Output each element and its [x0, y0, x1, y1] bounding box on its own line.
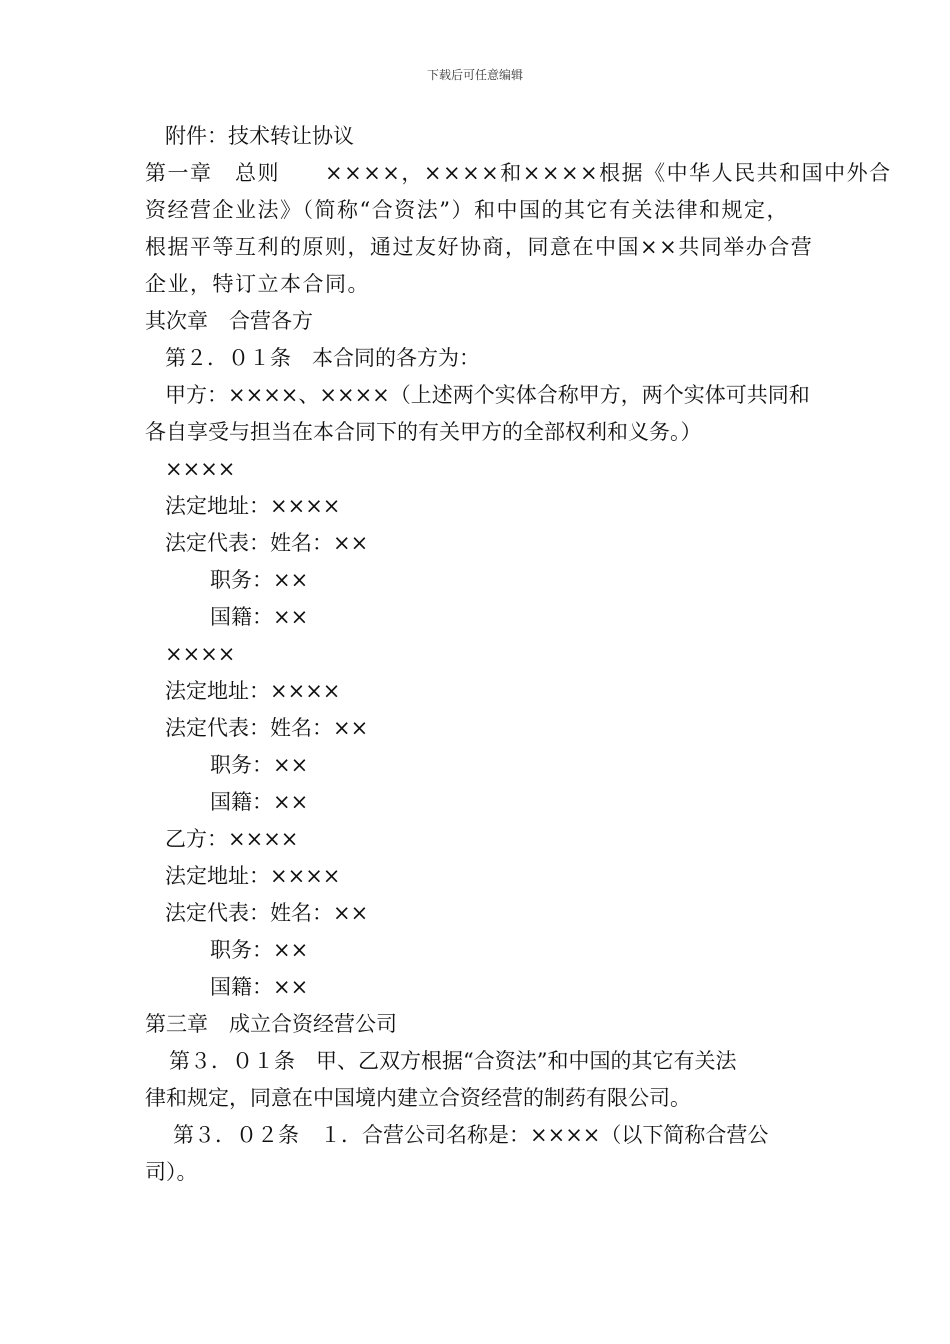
legal-address: 法定地址：××××: [165, 679, 341, 703]
chapter-1-paragraph: 第一章 总则 ××××，××××和××××根据《中华人民共和国中外合: [145, 161, 892, 185]
document-body: [145, 118, 892, 1191]
chapter-1-paragraph: 企业，特订立本合同。: [145, 272, 370, 296]
legal-address: 法定地址：××××: [165, 494, 341, 518]
article-3-01: 第３．０１条 甲、乙双方根据“合资法”和中国的其它有关法: [169, 1049, 737, 1073]
position: 职务：××: [210, 753, 309, 777]
article-3-02: 第３．０２条 １．合营公司名称是：××××（以下简称合营公: [173, 1123, 769, 1147]
chapter-2-heading: 其次章 合营各方: [145, 309, 313, 333]
chapter-1-paragraph: 资经营企业法》（简称“合资法”）和中国的其它有关法律和规定，: [145, 198, 789, 222]
legal-representative: 法定代表：姓名：××: [165, 901, 369, 925]
attachment-title: 附件：技术转让协议: [165, 124, 354, 148]
position: 职务：××: [210, 568, 309, 592]
nationality: 国籍：××: [210, 605, 309, 629]
entity-name: ××××: [165, 457, 236, 481]
chapter-1-paragraph: 根据平等互利的原则，通过友好协商，同意在中国××共同举办合营: [145, 235, 814, 259]
article-2-01: 第２．０１条 本合同的各方为：: [165, 346, 480, 370]
party-a-paragraph: 甲方：××××、××××（上述两个实体合称甲方，两个实体可共同和: [165, 383, 810, 407]
legal-address: 法定地址：××××: [165, 864, 341, 888]
article-3-01: 律和规定，同意在中国境内建立合资经营的制药有限公司。: [145, 1086, 691, 1110]
party-b: 乙方：××××: [165, 827, 299, 851]
position: 职务：××: [210, 938, 309, 962]
party-a-paragraph: 各自享受与担当在本合同下的有关甲方的全部权利和义务。）: [145, 420, 702, 444]
nationality: 国籍：××: [210, 790, 309, 814]
legal-representative: 法定代表：姓名：××: [165, 531, 369, 555]
article-3-02: 司）。: [145, 1160, 198, 1184]
nationality: 国籍：××: [210, 975, 309, 999]
entity-name: ××××: [165, 642, 236, 666]
page-header: 下载后可任意编辑: [426, 68, 523, 82]
legal-representative: 法定代表：姓名：××: [165, 716, 369, 740]
chapter-3-heading: 第三章 成立合资经营公司: [145, 1012, 397, 1036]
